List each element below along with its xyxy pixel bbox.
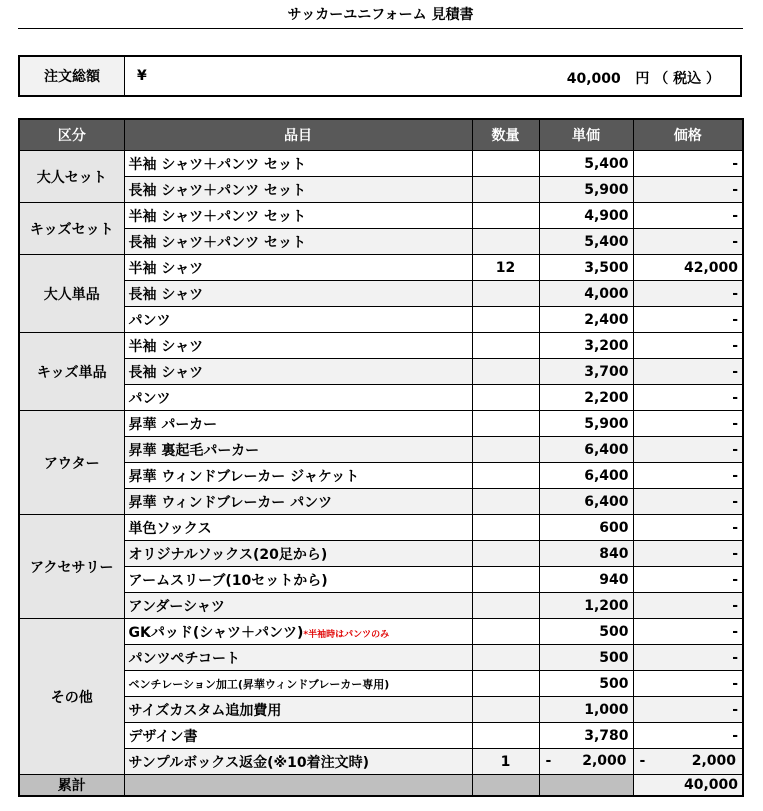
item-cell (124, 333, 472, 359)
item-name: 昇華 パーカー (128, 416, 218, 433)
category-cell: キッズセット (19, 203, 124, 255)
table-row (19, 411, 743, 437)
table-row (19, 671, 743, 697)
price-cell: - (633, 229, 743, 255)
category-cell: アウター (19, 411, 124, 515)
quantity-cell[interactable] (472, 307, 539, 333)
total-empty-cell (124, 775, 472, 797)
price-cell: - (633, 463, 743, 489)
item-note: *半袖時はパンツのみ (303, 629, 390, 640)
item-cell (124, 359, 472, 385)
unit-price-cell: 3,700 (539, 359, 633, 385)
item-cell (124, 177, 472, 203)
total-row (19, 775, 743, 797)
quantity-cell[interactable] (472, 593, 539, 619)
category-cell: その他 (19, 619, 124, 775)
unit-price-cell: 500 (539, 645, 633, 671)
quantity-cell[interactable] (472, 333, 539, 359)
quantity-cell[interactable] (472, 151, 539, 177)
header-item: 品目 (124, 119, 472, 151)
quantity-cell[interactable]: 1 (472, 749, 539, 775)
item-name: 単色ソックス (128, 520, 212, 537)
item-name: 長袖 シャツ＋パンツ セット (128, 182, 306, 199)
item-cell (124, 437, 472, 463)
table-row (19, 541, 743, 567)
item-cell (124, 567, 472, 593)
price-cell: - (633, 385, 743, 411)
table-row (19, 567, 743, 593)
quantity-cell[interactable] (472, 385, 539, 411)
item-cell (124, 489, 472, 515)
total-empty-cell (539, 775, 633, 797)
item-name: 長袖 シャツ (128, 286, 204, 303)
price-cell: - (633, 489, 743, 515)
unit-price-cell: 1,000 (539, 697, 633, 723)
price-cell: 42,000 (633, 255, 743, 281)
item-cell (124, 541, 472, 567)
price-cell: - (633, 567, 743, 593)
unit-price-cell: 600 (539, 515, 633, 541)
currency-symbol: ¥ (137, 68, 147, 84)
unit-price-cell: 500 (539, 671, 633, 697)
table-row (19, 749, 743, 775)
amount-value: 2,000 (582, 753, 627, 769)
price-cell (633, 749, 743, 775)
quantity-cell[interactable] (472, 463, 539, 489)
quantity-cell[interactable] (472, 177, 539, 203)
price-cell: - (633, 333, 743, 359)
price-cell: - (633, 281, 743, 307)
item-cell (124, 229, 472, 255)
item-name: サイズカスタム追加費用 (128, 702, 282, 719)
category-cell: 大人セット (19, 151, 124, 203)
order-total-summary (18, 55, 742, 97)
item-name: 昇華 ウィンドブレーカー パンツ (128, 494, 333, 511)
item-name: 半袖 シャツ＋パンツ セット (128, 156, 306, 173)
order-total-label: 注文総額 (19, 56, 125, 96)
table-row (19, 281, 743, 307)
item-name: サンプルボックス返金(※10着注文時) (128, 754, 369, 771)
quantity-cell[interactable] (472, 437, 539, 463)
unit-price-cell: 1,200 (539, 593, 633, 619)
item-cell (124, 593, 472, 619)
table-row (19, 151, 743, 177)
item-name: パンツペチコート (128, 650, 240, 667)
quantity-cell[interactable] (472, 645, 539, 671)
unit-price-cell: 3,500 (539, 255, 633, 281)
table-row (19, 723, 743, 749)
header-quantity: 数量 (472, 119, 539, 151)
item-cell (124, 515, 472, 541)
unit-price-cell: 6,400 (539, 437, 633, 463)
unit-price-cell: 5,400 (539, 229, 633, 255)
unit-price-cell: 500 (539, 619, 633, 645)
item-cell (124, 255, 472, 281)
item-cell (124, 307, 472, 333)
item-cell (124, 723, 472, 749)
quantity-cell[interactable] (472, 697, 539, 723)
table-row (19, 229, 743, 255)
table-row (19, 463, 743, 489)
minus-sign: - (639, 753, 646, 769)
price-cell: - (633, 541, 743, 567)
unit-price-cell: 4,000 (539, 281, 633, 307)
order-total-amount (567, 68, 720, 88)
unit-price-cell: 3,200 (539, 333, 633, 359)
item-name: アンダーシャツ (128, 598, 225, 615)
table-row (19, 385, 743, 411)
price-cell: - (633, 645, 743, 671)
price-cell: - (633, 359, 743, 385)
quantity-cell[interactable] (472, 281, 539, 307)
table-row (19, 645, 743, 671)
minus-sign: - (545, 753, 552, 769)
price-cell: - (633, 515, 743, 541)
unit-price-cell: 5,400 (539, 151, 633, 177)
category-cell: キッズ単品 (19, 333, 124, 411)
unit-price-cell (539, 749, 633, 775)
table-row (19, 333, 743, 359)
item-cell (124, 619, 472, 645)
table-header-row (19, 119, 743, 151)
table-row (19, 593, 743, 619)
category-cell: アクセサリー (19, 515, 124, 619)
unit-price-cell: 940 (539, 567, 633, 593)
total-empty-cell (472, 775, 539, 797)
quantity-cell[interactable] (472, 359, 539, 385)
item-cell (124, 281, 472, 307)
table-row (19, 437, 743, 463)
quantity-cell[interactable] (472, 567, 539, 593)
unit-price-cell: 6,400 (539, 489, 633, 515)
item-name: 昇華 ウィンドブレーカー ジャケット (128, 468, 360, 485)
quantity-cell[interactable] (472, 489, 539, 515)
page-title: サッカーユニフォーム 見積書 (18, 0, 743, 29)
table-row (19, 307, 743, 333)
quantity-cell[interactable] (472, 671, 539, 697)
item-name: 半袖 シャツ＋パンツ セット (128, 208, 306, 225)
price-cell: - (633, 437, 743, 463)
item-name: 昇華 裏起毛パーカー (128, 442, 260, 459)
order-total-unit: 円 （ 税込 ） (635, 71, 720, 87)
unit-price-cell: 5,900 (539, 177, 633, 203)
quantity-cell[interactable] (472, 203, 539, 229)
unit-price-cell: 6,400 (539, 463, 633, 489)
price-cell: - (633, 723, 743, 749)
item-cell (124, 697, 472, 723)
price-cell: - (633, 177, 743, 203)
category-cell: 大人単品 (19, 255, 124, 333)
table-row (19, 177, 743, 203)
item-name: パンツ (128, 390, 171, 407)
price-cell: - (633, 307, 743, 333)
item-cell (124, 645, 472, 671)
item-name: パンツ (128, 312, 171, 329)
price-cell: - (633, 593, 743, 619)
item-cell (124, 411, 472, 437)
unit-price-cell: 3,780 (539, 723, 633, 749)
item-name: GKパッド(シャツ＋パンツ) (128, 624, 304, 641)
quantity-cell[interactable] (472, 541, 539, 567)
order-total-value-cell (125, 56, 742, 96)
quantity-cell[interactable] (472, 411, 539, 437)
table-row (19, 255, 743, 281)
quantity-cell[interactable]: 12 (472, 255, 539, 281)
quantity-cell[interactable] (472, 619, 539, 645)
unit-price-cell: 840 (539, 541, 633, 567)
item-name: オリジナルソックス(20足から) (128, 546, 328, 563)
item-cell (124, 151, 472, 177)
price-cell: - (633, 697, 743, 723)
quantity-cell[interactable] (472, 229, 539, 255)
item-cell (124, 203, 472, 229)
unit-price-cell: 2,400 (539, 307, 633, 333)
total-label: 累計 (19, 775, 124, 797)
item-cell (124, 463, 472, 489)
item-cell (124, 385, 472, 411)
table-row (19, 619, 743, 645)
table-row (19, 515, 743, 541)
price-cell: - (633, 151, 743, 177)
amount-value: 2,000 (691, 753, 736, 769)
price-cell: - (633, 671, 743, 697)
item-cell (124, 671, 472, 697)
item-cell (124, 749, 472, 775)
item-name: アームスリーブ(10セットから) (128, 572, 328, 589)
item-name: ベンチレーション加工(昇華ウィンドブレーカー専用) (128, 677, 390, 691)
item-name: デザイン書 (128, 728, 198, 745)
unit-price-cell: 2,200 (539, 385, 633, 411)
unit-price-cell: 5,900 (539, 411, 633, 437)
estimate-table (18, 118, 744, 797)
item-name: 半袖 シャツ (128, 338, 204, 355)
header-price: 価格 (633, 119, 743, 151)
price-cell: - (633, 411, 743, 437)
grand-total: 40,000 (633, 775, 743, 797)
quantity-cell[interactable] (472, 515, 539, 541)
unit-price-cell: 4,900 (539, 203, 633, 229)
table-row (19, 359, 743, 385)
price-cell: - (633, 203, 743, 229)
item-name: 長袖 シャツ (128, 364, 204, 381)
table-row (19, 203, 743, 229)
table-row (19, 489, 743, 515)
item-name: 半袖 シャツ (128, 260, 204, 277)
header-unit-price: 単価 (539, 119, 633, 151)
order-total-number: 40,000 (566, 71, 621, 87)
item-name: 長袖 シャツ＋パンツ セット (128, 234, 306, 251)
header-category: 区分 (19, 119, 124, 151)
table-row (19, 697, 743, 723)
quantity-cell[interactable] (472, 723, 539, 749)
price-cell: - (633, 619, 743, 645)
